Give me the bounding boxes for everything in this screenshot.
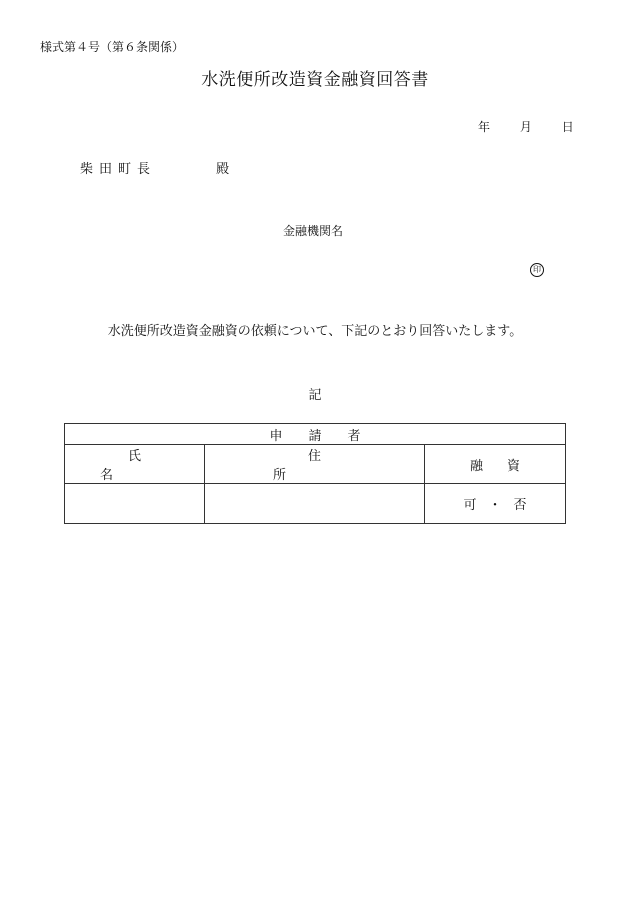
document-title: 水洗便所改造資金融資回答書 [201, 70, 429, 90]
table-row [65, 484, 566, 524]
approval-no-option[interactable]: 否 [513, 498, 527, 513]
applicant-table [64, 423, 566, 524]
addressee [80, 158, 229, 177]
addressee-name: 柴田町長 [80, 162, 157, 177]
date-day-label: 日 [561, 120, 574, 134]
applicant-name-cell[interactable] [65, 484, 205, 524]
bank-name-label: 金融機関名 [283, 224, 344, 238]
seal-mark [530, 261, 544, 277]
approval-yes-option[interactable]: 可 [463, 498, 477, 513]
column-header-name-label: 氏名 [99, 449, 197, 483]
applicant-group-header-label: 申請者 [269, 428, 387, 444]
column-header-name [65, 445, 205, 484]
date-year-label: 年 [478, 120, 491, 134]
date-row [478, 118, 574, 135]
body-text: 水洗便所改造資金融資の依頼について、下記のとおり回答いたします。 [107, 324, 523, 339]
column-header-loan-label: 融資 [470, 458, 545, 474]
column-header-address-label: 住所 [272, 449, 391, 483]
approval-separator: ・ [488, 498, 502, 513]
seal-icon: 印 [530, 263, 544, 277]
addressee-honorific: 殿 [216, 162, 230, 177]
applicant-address-cell[interactable] [205, 484, 425, 524]
date-month-label: 月 [519, 120, 532, 134]
loan-approval-cell [425, 484, 566, 524]
ki-heading: 記 [308, 388, 322, 403]
applicant-group-header [65, 424, 566, 445]
column-header-loan [425, 445, 566, 484]
column-header-address [205, 445, 425, 484]
form-number: 様式第４号（第６条関係） [40, 40, 185, 54]
table-group-header-row [65, 424, 566, 445]
table-column-header-row [65, 445, 566, 484]
